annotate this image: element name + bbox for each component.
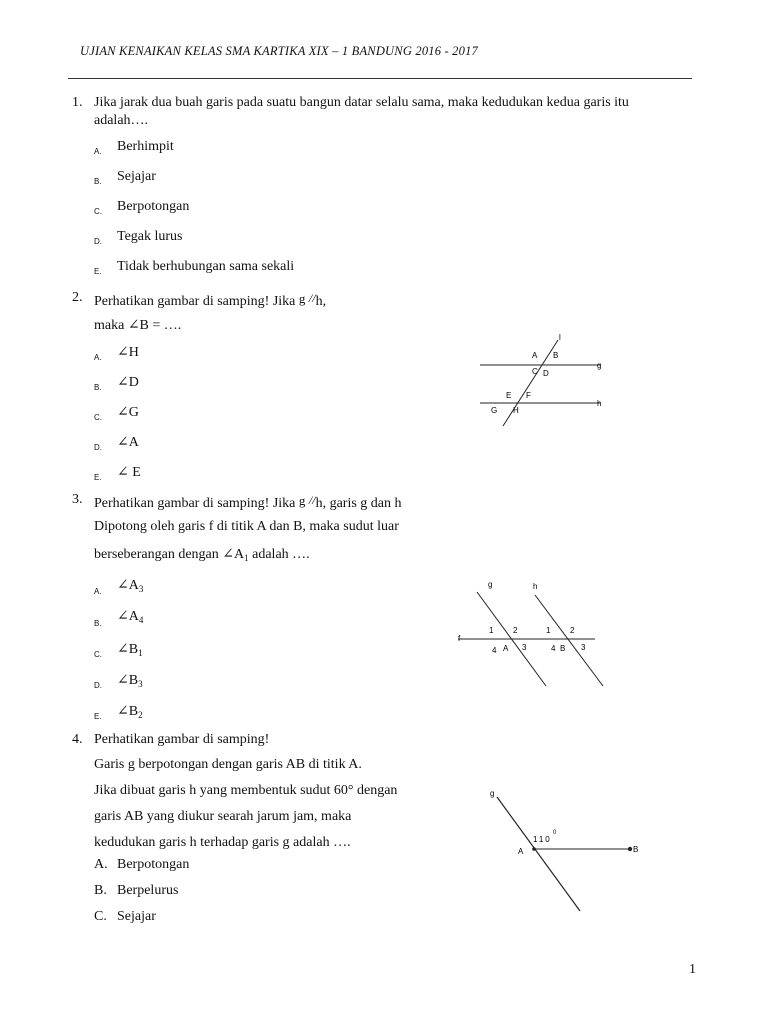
q2-label-d: D <box>543 369 549 378</box>
page-number: 1 <box>689 962 696 977</box>
q3-option-c <box>117 641 143 658</box>
header-divider <box>68 78 692 79</box>
q3-line3-pre: berseberangan dengan ∠A <box>94 547 245 562</box>
q2-label-f: F <box>526 391 531 400</box>
question-4-line-1: Perhatikan gambar di samping! <box>94 732 270 747</box>
q4-line-g <box>497 797 580 911</box>
q4-label-a: A <box>518 847 524 856</box>
q4-option-c-letter: C. <box>94 909 107 924</box>
q3-label-h: h <box>533 582 538 591</box>
q2-option-a: ∠H <box>117 345 139 360</box>
q3-angle-b4: 4 <box>551 644 556 653</box>
q3-option-b-text: ∠A <box>117 609 139 624</box>
q2-label-c: C <box>532 367 538 376</box>
q2-label-h: h <box>597 399 602 408</box>
q2-g: g <box>298 291 306 306</box>
question-3-line-2: Dipotong oleh garis f di titik A dan B, maka sudut luar <box>94 519 399 534</box>
q2-option-e: ∠ E <box>117 465 141 480</box>
question-4-number: 4. <box>72 732 83 747</box>
q3-option-c-sub: 1 <box>138 648 143 658</box>
q2-label-g-angle: G <box>491 406 498 415</box>
q4-option-b-letter: B. <box>94 883 107 898</box>
q3-g: g <box>298 493 306 508</box>
q3-label-f: f <box>458 634 461 643</box>
q3-option-d <box>117 672 143 689</box>
q4-angle-figure <box>480 780 650 920</box>
question-4-line-5: kedudukan garis h terhadap garis g adalah …. <box>94 835 351 850</box>
q2-text-post: h, <box>315 294 327 309</box>
q2-label-e: E <box>506 391 512 400</box>
q2-label-b: B <box>553 351 559 360</box>
q3-option-a-letter: A. <box>94 587 102 596</box>
q3-line-h <box>535 595 603 686</box>
q1-option-b: Sejajar <box>117 169 156 184</box>
q3-option-a <box>117 577 143 594</box>
q2-option-e-letter: E. <box>94 473 102 482</box>
q4-angle-value: 110 <box>533 835 552 844</box>
q3-option-c-text: ∠B <box>117 642 139 657</box>
q3-option-b-sub: 4 <box>138 615 144 625</box>
exam-header: UJIAN KENAIKAN KELAS SMA KARTIKA XIX – 1 BANDUNG 2016 - 2017 <box>80 44 478 58</box>
q3-line3-post: adalah …. <box>248 547 310 562</box>
q2-option-d-letter: D. <box>94 443 102 452</box>
q3-angle-a2: 2 <box>513 626 518 635</box>
q2-line-l <box>503 340 558 426</box>
q1-option-d: Tegak lurus <box>117 229 183 244</box>
question-4-line-2: Garis g berpotongan dengan garis AB di titik A. <box>94 757 362 772</box>
q4-point-b-dot <box>628 847 632 851</box>
q3-option-a-text: ∠A <box>117 578 139 593</box>
q3-option-b <box>117 608 143 625</box>
q4-label-g: g <box>490 789 495 798</box>
q3-option-a-sub: 3 <box>138 584 144 594</box>
q2-label-h-angle: H <box>513 406 519 415</box>
q3-angle-b2: 2 <box>570 626 575 635</box>
q4-option-c: Sejajar <box>117 909 156 924</box>
question-1-number: 1. <box>72 95 83 110</box>
q3-text-post: h, garis g dan h <box>315 496 402 511</box>
q1-option-a: Berhimpit <box>117 139 174 154</box>
question-4-line-3: Jika dibuat garis h yang membentuk sudut 60° dengan <box>94 783 398 798</box>
q3-option-e-sub: 2 <box>138 710 143 720</box>
q3-option-e-letter: E. <box>94 712 102 721</box>
q3-angle-a1: 1 <box>489 626 494 635</box>
q3-option-d-letter: D. <box>94 681 102 690</box>
question-3-number: 3. <box>72 492 83 507</box>
q1-option-e: Tidak berhubungan sama sekali <box>117 259 295 274</box>
q1-option-b-letter: B. <box>94 177 102 186</box>
q2-option-c-letter: C. <box>94 413 102 422</box>
q2-option-b: ∠D <box>117 375 139 390</box>
q3-text-pre: Perhatikan gambar di samping! Jika <box>94 496 299 511</box>
question-3-line-1 <box>94 490 402 514</box>
q2-option-a-letter: A. <box>94 353 102 362</box>
q3-option-d-sub: 3 <box>138 679 143 689</box>
q2-option-b-letter: B. <box>94 383 102 392</box>
q2-text-pre: Perhatikan gambar di samping! Jika <box>94 294 299 309</box>
question-2-line-2: maka ∠B = …. <box>94 318 182 333</box>
q3-option-c-letter: C. <box>94 650 102 659</box>
q2-label-a: A <box>532 351 538 360</box>
q3-label-g: g <box>488 580 493 589</box>
q2-option-d: ∠A <box>117 435 139 450</box>
q3-point-a: A <box>503 644 509 653</box>
q3-transversal-figure <box>450 575 620 695</box>
q2-parallel: // <box>308 291 316 305</box>
q3-line3-sub: 1 <box>244 553 249 563</box>
q4-label-b: B <box>633 845 639 854</box>
q4-option-a-letter: A. <box>94 857 108 872</box>
question-3-line-3 <box>94 545 310 565</box>
question-2-line-1 <box>94 288 326 312</box>
q1-option-d-letter: D. <box>94 237 102 246</box>
q3-angle-b3: 3 <box>581 643 586 652</box>
q2-label-g: g <box>597 361 602 370</box>
q4-option-a: Berpotongan <box>117 857 190 872</box>
q2-option-c: ∠G <box>117 405 139 420</box>
q1-option-c-letter: C. <box>94 207 102 216</box>
q3-parallel: // <box>308 493 316 507</box>
q1-option-e-letter: E. <box>94 267 102 276</box>
q3-option-e-text: ∠B <box>117 704 139 719</box>
question-1-line-1: Jika jarak dua buah garis pada suatu bangun datar selalu sama, maka kedudukan kedua garis itu <box>94 95 629 110</box>
q3-angle-b1: 1 <box>546 626 551 635</box>
q3-angle-a3: 3 <box>522 643 527 652</box>
q1-option-c: Berpotongan <box>117 199 190 214</box>
q4-angle-degree: 0 <box>553 830 557 836</box>
question-1-line-2: adalah…. <box>94 113 149 128</box>
q4-point-a-dot <box>532 847 536 851</box>
q2-label-l: l <box>559 333 561 342</box>
question-4-line-4: garis AB yang diukur searah jarum jam, maka <box>94 809 352 824</box>
q2-parallel-lines-figure <box>470 328 610 428</box>
q3-option-d-text: ∠B <box>117 673 139 688</box>
q3-option-b-letter: B. <box>94 619 102 628</box>
q4-option-b: Berpelurus <box>117 883 179 898</box>
q3-angle-a4: 4 <box>492 646 497 655</box>
question-2-number: 2. <box>72 290 83 305</box>
q3-option-e <box>117 703 143 720</box>
q1-option-a-letter: A. <box>94 147 102 156</box>
q3-point-b: B <box>560 644 566 653</box>
